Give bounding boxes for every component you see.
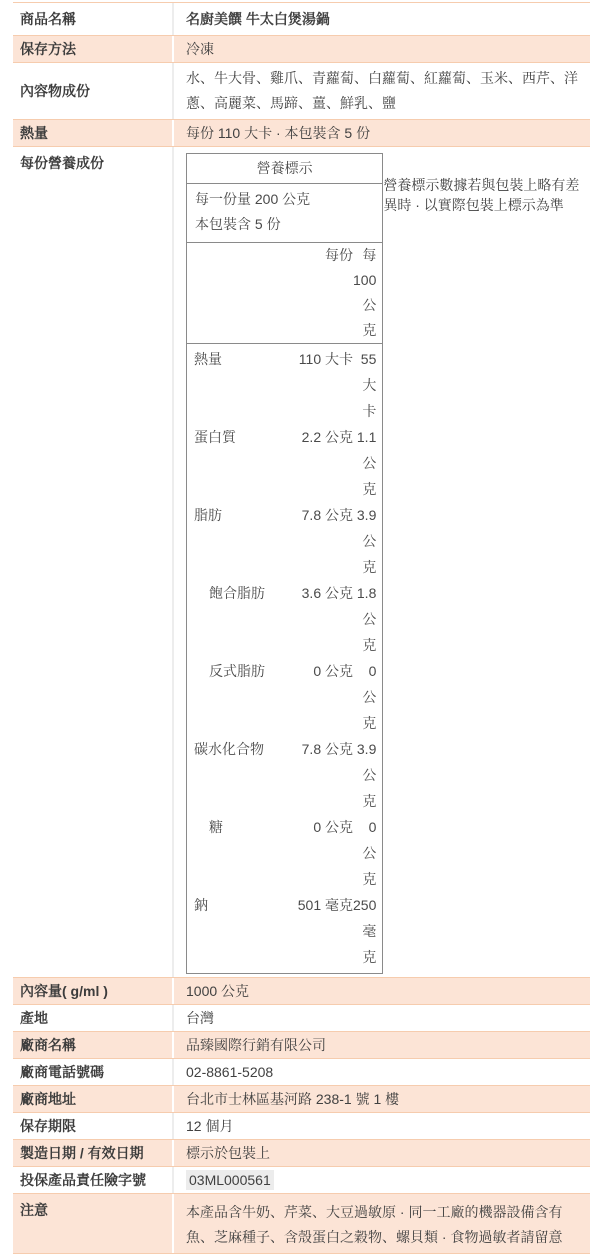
nutrition-rows (187, 344, 382, 973)
row-value-text: 台北市士林區基河路 238-1 號 1 樓 (186, 1091, 400, 1107)
row-manufacture-expiry-date (13, 1140, 590, 1167)
nutrition-serving-info (187, 184, 382, 243)
row-value-text: 本產品含牛奶、芹菜、大豆過敏原 · 同一工廠的機器設備含有魚、芝麻種子、含殼蛋白之穀物、螺貝類 · 食物過敏者請留意 (186, 1204, 563, 1245)
product-spec-table (13, 2, 590, 1254)
nutrient-name: 飽合脂肪 (209, 585, 265, 601)
row-label-origin: 產地 (20, 1010, 48, 1026)
row-value-manufacturer-name (172, 1032, 590, 1058)
row-value-nutrition-facts (172, 147, 590, 977)
row-value-notice (172, 1194, 590, 1253)
row-manufacturer-phone (13, 1059, 590, 1086)
nutrition-facts-label (186, 153, 383, 974)
nutrient-name: 鈉 (194, 897, 208, 913)
row-value-net-content (172, 978, 590, 1004)
row-value-text: 標示於包裝上 (186, 1145, 270, 1161)
nutrient-per-100g: 250 毫克 (353, 897, 377, 965)
nutrient-row (187, 658, 382, 736)
nutrient-row (187, 424, 382, 502)
nutrition-title: 營養標示 (187, 154, 382, 184)
nutrient-per-100g: 1.8 公克 (356, 585, 377, 653)
nutrition-disclaimer: 營養標示數據若與包裝上略有差異時 · 以實際包裝上標示為準 (383, 177, 580, 213)
nutrient-per-serving: 2.2 公克 (301, 429, 353, 445)
row-product-name (13, 3, 590, 36)
row-shelf-life (13, 1113, 590, 1140)
nutrient-per-serving: 110 大卡 (298, 351, 353, 367)
nutrient-per-100g: 0 公克 (362, 819, 377, 887)
nutrient-row (187, 580, 382, 658)
row-label-shelf-life: 保存期限 (20, 1118, 76, 1134)
nutrient-per-serving: 501 毫克 (297, 897, 353, 913)
row-value-ingredients (172, 63, 590, 119)
row-notice (13, 1194, 590, 1254)
row-label-manufacture-expiry-date: 製造日期 / 有效日期 (20, 1145, 144, 1161)
nutrient-per-100g: 0 公克 (362, 663, 377, 731)
row-value-product-name (172, 3, 590, 35)
row-nutrition-facts (13, 147, 590, 978)
row-origin (13, 1005, 590, 1032)
row-value-manufacture-expiry-date (172, 1140, 590, 1166)
nutrient-name: 碳水化合物 (194, 741, 264, 757)
nutrient-per-serving: 3.6 公克 (301, 585, 353, 601)
nutrient-column-spacer (187, 243, 283, 343)
row-label-manufacturer-address: 廠商地址 (20, 1091, 76, 1107)
serving-size: 每一份量 200 公克 (195, 191, 311, 207)
nutrient-per-serving: 7.8 公克 (301, 741, 353, 757)
row-value-text: 每份 110 大卡 · 本包裝含 5 份 (186, 125, 371, 141)
nutrient-per-100g: 55 大卡 (360, 351, 377, 419)
row-ingredients (13, 63, 590, 120)
nutrition-column-header (187, 243, 382, 344)
row-calories (13, 120, 590, 147)
row-value-manufacturer-phone (172, 1059, 590, 1085)
row-label-notice: 注意 (20, 1202, 48, 1218)
nutrient-row (187, 814, 382, 892)
row-label-product-name: 商品名稱 (20, 11, 76, 27)
nutrient-row (187, 502, 382, 580)
row-value-calories (172, 120, 590, 146)
row-value-insurance-number (172, 1167, 590, 1193)
nutrient-name: 糖 (209, 819, 223, 835)
row-storage-method (13, 36, 590, 63)
row-value-storage-method (172, 36, 590, 62)
row-label-manufacturer-name: 廠商名稱 (20, 1037, 76, 1053)
col-header-per-serving: 每份 (325, 247, 353, 263)
row-label-manufacturer-phone: 廠商電話號碼 (20, 1064, 104, 1080)
row-label-net-content: 內容量( g/ml ) (20, 983, 108, 999)
row-value-text: 02-8861-5208 (186, 1064, 274, 1080)
row-label-storage-method: 保存方法 (20, 41, 76, 57)
nutrient-per-100g: 3.9 公克 (356, 507, 377, 575)
nutrient-row (187, 346, 382, 424)
row-manufacturer-address (13, 1086, 590, 1113)
nutrient-per-serving: 0 公克 (313, 819, 353, 835)
row-value-origin (172, 1005, 590, 1031)
row-value-shelf-life (172, 1113, 590, 1139)
row-value-text: 水、牛大骨、雞爪、青蘿蔔、白蘿蔔、紅蘿蔔、玉米、西芹、洋蔥、高麗菜、馬蹄、薑、鮮乳、鹽 (186, 70, 578, 111)
nutrient-per-100g: 3.9 公克 (356, 741, 377, 809)
row-value-text: 品臻國際行銷有限公司 (186, 1037, 326, 1053)
row-label-ingredients: 內容物成份 (20, 83, 90, 99)
row-net-content (13, 978, 590, 1005)
nutrient-per-serving: 0 公克 (313, 663, 353, 679)
row-label-nutrition-facts: 每份營養成份 (20, 155, 104, 171)
row-value-text: 1000 公克 (186, 983, 250, 999)
col-header-per-100g: 每 100 公克 (353, 247, 377, 338)
row-manufacturer-name (13, 1032, 590, 1059)
row-label-insurance-number: 投保產品責任險字號 (20, 1172, 146, 1188)
nutrient-per-100g: 1.1 公克 (356, 429, 377, 497)
nutrient-name: 反式脂肪 (209, 663, 265, 679)
row-value-text: 名廚美饌 牛太白煲湯鍋 (186, 11, 330, 27)
nutrient-row (187, 736, 382, 814)
nutrient-name: 脂肪 (194, 507, 222, 523)
row-value-text: 03ML000561 (186, 1170, 274, 1190)
row-value-text: 冷凍 (186, 41, 214, 57)
row-insurance-number (13, 1167, 590, 1194)
nutrient-name: 蛋白質 (194, 429, 236, 445)
servings-per-pack: 本包裝含 5 份 (195, 216, 281, 232)
row-value-manufacturer-address (172, 1086, 590, 1112)
row-value-text: 台灣 (186, 1010, 214, 1026)
row-value-text: 12 個月 (186, 1118, 234, 1134)
nutrient-name: 熱量 (194, 351, 222, 367)
nutrient-row (187, 892, 382, 970)
row-label-calories: 熱量 (20, 125, 48, 141)
nutrient-per-serving: 7.8 公克 (301, 507, 353, 523)
